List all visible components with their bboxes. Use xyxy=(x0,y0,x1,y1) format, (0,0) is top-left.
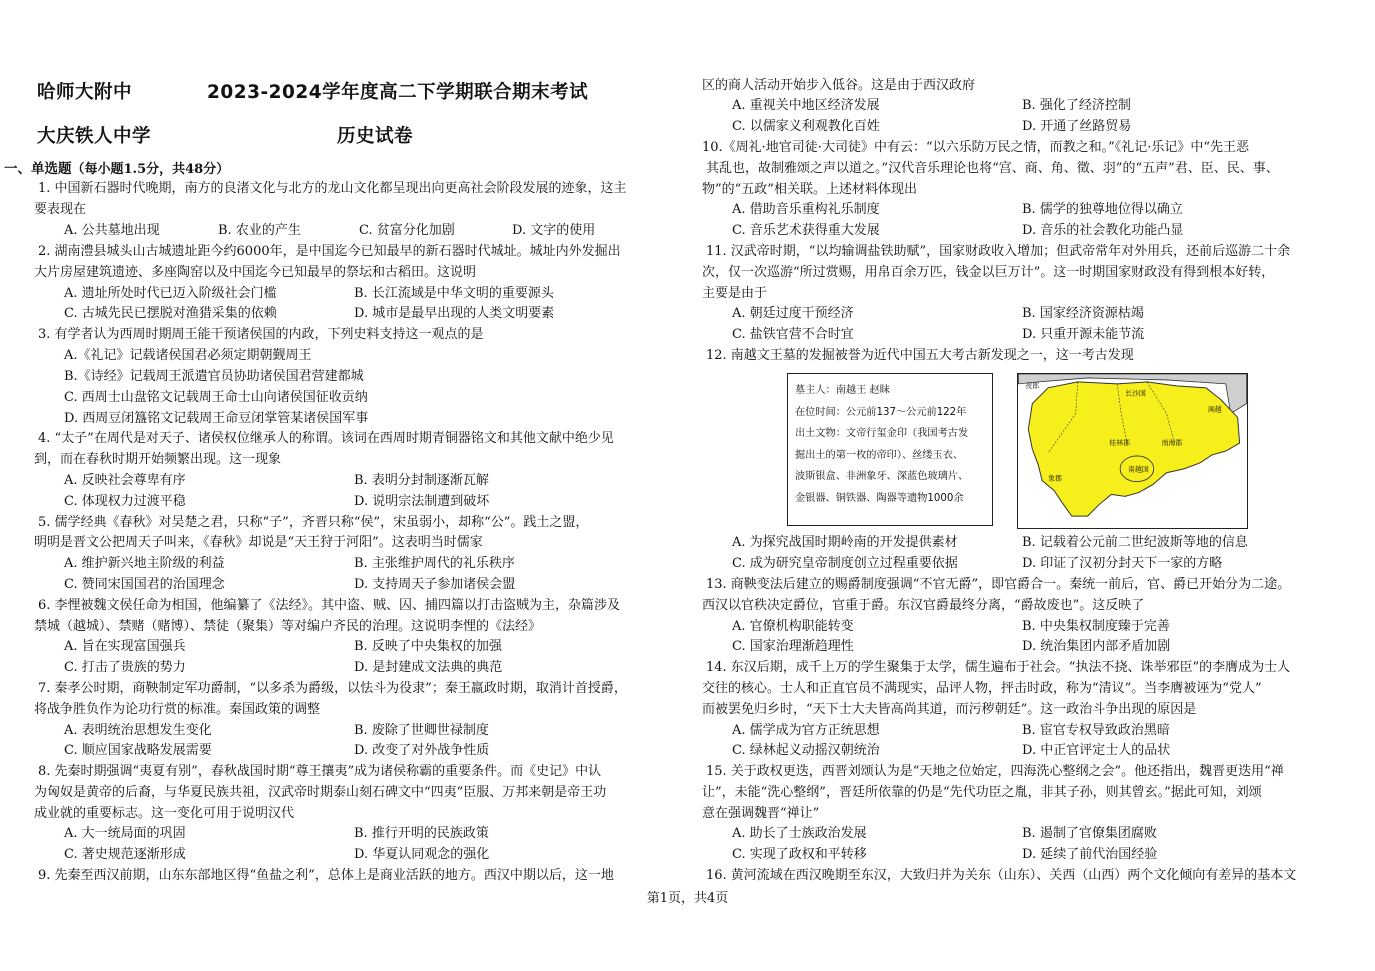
tomb-info-line: 掘出土的第一枚的帝印）、丝缕玉衣、 xyxy=(795,449,964,461)
option: A. 反映社会尊卑有序 xyxy=(64,473,186,488)
tomb-info-line: 金银器、铜铁器、陶器等遗物1000余 xyxy=(795,492,964,504)
text-line: 11. 汉武帝时期，“以均输调盐铁助赋”，国家财政收入增加；但武帝常年对外用兵，还前后巡游二十余 xyxy=(706,244,1291,259)
text-line: 13. 商鞅变法后建立的赐爵制度强调“不官无爵”，即官爵合一。秦统一前后，官、爵已开始分为二途。 xyxy=(706,577,1291,592)
option: D. 改变了对外战争性质 xyxy=(354,743,490,758)
option: D. 统治集团内部矛盾加剧 xyxy=(1022,639,1171,654)
option: B. 反映了中央集权的加强 xyxy=(354,639,502,654)
option: D. 音乐的社会教化功能凸显 xyxy=(1022,223,1184,238)
text-line: 6. 李悝被魏文侯任命为相国，他编纂了《法经》。其中盗、贼、囚、捕四篇以打击盗贼为主，杂篇涉及 xyxy=(38,598,621,613)
map-label-nanyue: 南越国 xyxy=(1128,465,1149,474)
option: A. 重视关中地区经济发展 xyxy=(732,98,880,113)
option: D. 文字的使用 xyxy=(512,223,596,238)
option: D. 说明宗法制遭到破坏 xyxy=(354,494,490,509)
text-line: 9. 先秦至西汉前期，山东东部地区得“鱼盐之利”，总体上是商业活跃的地方。西汉中期以后，这一地 xyxy=(38,868,614,883)
option: C. 体现权力过渡平稳 xyxy=(64,494,186,509)
option: C. 音乐艺术获得重大发展 xyxy=(732,223,880,238)
option: B. 长江流域是中华文明的重要源头 xyxy=(354,286,554,301)
option: B. 儒学的独尊地位得以确立 xyxy=(1022,202,1183,217)
map-label-nanhai: 南海郡 xyxy=(1161,439,1183,448)
text-line: 14. 东汉后期，成千上万的学生聚集于太学，儒生遍布于社会。“执法不挠、诛举邪臣”的李膺成为士人 xyxy=(706,660,1291,675)
option: B. 表明分封制逐渐瓦解 xyxy=(354,473,489,488)
option: C. 实现了政权和平转移 xyxy=(732,847,867,862)
text-line: 7. 秦孝公时期，商鞅制定军功爵制，“以多杀为爵级，以怯斗为役隶”；秦王嬴政时期，取消计首授爵， xyxy=(38,681,627,696)
option: A. 表明统治思想发生变化 xyxy=(64,723,212,738)
text-line: 其乱也，故制雅颂之声以道之。”汉代音乐理论也将“宫、商、角、徵、羽”的“五声”君、臣、民、事、 xyxy=(706,161,1279,176)
text-line: 15. 关于政权更迭，西晋刘颂认为是“天地之位始定，四海洗心整纲之会”。他还指出，魏晋更迭用“禅 xyxy=(706,764,1284,779)
option: D. 只重开源未能节流 xyxy=(1022,327,1145,342)
tomb-info-line: 波斯银盒、非洲象牙、深蓝色玻璃片、 xyxy=(795,471,969,482)
text-line: 12. 南越文王墓的发掘被誉为近代中国五大考古新发现之一，这一考古发现 xyxy=(706,348,1134,363)
section-heading xyxy=(4,157,229,177)
tomb-info-line: 出土文物：文帝行玺金印（我国考古发 xyxy=(795,428,969,439)
text-line: 要表现在 xyxy=(34,202,87,217)
text-line: 交往的核心。士人和正直官员不满现实，品评人物，抨击时政，称为“清议”。当李膺被诬为“党人” xyxy=(702,681,1262,696)
text-line: 而被罢免归乡时，“天下士大夫皆高尚其道，而污秽朝廷”。这一政治斗争出现的原因是 xyxy=(702,702,1197,717)
option: C. 赞同宋国国君的治国理念 xyxy=(64,577,225,592)
text-line: 16. 黄河流域在西汉晚期至东汉，大致归并为关东（山东）、关西（山西）两个文化倾向有差异的基本文 xyxy=(706,868,1297,883)
text-line: 为匈奴是黄帝的后裔，与华夏民族共祖，汉武帝时期泰山刻石碑文中“四夷”臣服、万邦来朝是帝王功 xyxy=(34,785,607,800)
option: B. 推行开明的民族政策 xyxy=(354,826,489,841)
page-footer: 第1页，共4页 xyxy=(646,891,729,906)
text-line: 2. 湖南澧县城头山古城遗址距今约6000年，是中国迄今已知最早的新石器时代城址。城址内外发掘出 xyxy=(38,244,621,259)
option: A. 朝廷过度干预经济 xyxy=(732,306,854,321)
option: A. 官僚机构职能转变 xyxy=(732,619,854,634)
text-line: 8. 先秦时期强调“夷夏有别”，春秋战国时期“尊王攘夷”成为诸侯称霸的重要条件。而《史记》中认 xyxy=(38,764,602,779)
school-name-1: 哈师大附中 xyxy=(37,82,133,103)
text-line: 到，而在春秋时期开始频繁出现。这一现象 xyxy=(34,452,282,467)
section-note: （每小题1.5分，共48分） xyxy=(71,162,230,177)
option: C. 绿林起义动摇汉朝统治 xyxy=(732,743,880,758)
option: B. 宦官专权导致政治黑暗 xyxy=(1022,723,1170,738)
nanyue-map xyxy=(1017,373,1248,529)
option: B. 国家经济资源枯竭 xyxy=(1022,306,1144,321)
option: D. 开通了丝路贸易 xyxy=(1022,119,1132,134)
text-line: 次，仅一次巡游“所过赏赐，用帛百余万匹，钱金以巨万计”。这一时期国家财政没有得到根本好转， xyxy=(702,265,1275,280)
option: A. 公共墓地出现 xyxy=(64,223,160,238)
text-line: 西汉以官秩决定爵位，官重于爵。东汉官爵最终分离，“爵故废也”。这反映了 xyxy=(702,598,1145,613)
text-line: 成业就的重要标志。这一变化可用于说明汉代 xyxy=(34,806,295,821)
option: A. 旨在实现富国强兵 xyxy=(64,639,186,654)
subject-title: 历史试卷 xyxy=(337,126,414,147)
option: A. 遗址所处时代已迈入阶级社会门槛 xyxy=(64,286,277,301)
option: B. 农业的产生 xyxy=(218,223,301,238)
option: C. 以儒家义利观教化百姓 xyxy=(732,119,880,134)
option: C. 成为研究皇帝制度创立过程重要依据 xyxy=(732,556,958,571)
tomb-info-line: 墓主人：南越王 赵眜 xyxy=(795,385,890,396)
text-line: 禁城（越城）、禁赌（赌博）、禁徒（聚集）等对编户齐民的治理。这说明李悝的《法经》 xyxy=(34,619,542,634)
text-line: 区的商人活动开始步入低谷。这是由于西汉政府 xyxy=(702,78,976,93)
map-label-changsha: 长沙国 xyxy=(1125,389,1146,398)
map-label-guilin: 桂林郡 xyxy=(1109,439,1131,448)
text-line: 将战争胜负作为论功行赏的标准。秦国政策的调整 xyxy=(34,702,321,717)
option: D. 城市是最早出现的人类文明要素 xyxy=(354,306,555,321)
option: C. 国家治理渐趋理性 xyxy=(732,639,854,654)
option: D. 华夏认同观念的强化 xyxy=(354,847,490,862)
option: B. 主张维护周代的礼乐秩序 xyxy=(354,556,515,571)
option: C. 西周士山盘铭文记载周王命士山向诸侯国征收贡纳 xyxy=(64,390,368,405)
option: D. 是封建成文法典的典范 xyxy=(354,660,503,675)
map-label-yelang: 夜郎 xyxy=(1025,381,1040,390)
option: C. 盐铁官营不合时宜 xyxy=(732,327,854,342)
exam-title: 2023-2024学年度高二下学期联合期末考试 xyxy=(207,82,589,103)
option: A. 儒学成为官方正统思想 xyxy=(732,723,880,738)
option: B. 记载着公元前二世纪波斯等地的信息 xyxy=(1022,535,1248,550)
option: A. 为探究战国时期岭南的开发提供素材 xyxy=(732,535,958,550)
option: A. 借助音乐重构礼乐制度 xyxy=(732,202,880,217)
option: C. 古城先民已摆脱对渔猎采集的依赖 xyxy=(64,306,277,321)
option: D. 西周豆闭簋铭文记载周王命豆闭掌管某诸侯国军事 xyxy=(64,411,369,426)
text-line: 意在强调魏晋“禅让” xyxy=(702,806,820,821)
text-line: 明明是晋文公把周天子叫来，《春秋》却说是“天王狩于河阳”。这表明当时儒家 xyxy=(34,535,483,550)
option: B.《诗经》记载周王派遣官员协助诸侯国君营建都城 xyxy=(64,369,364,384)
tomb-info-line: 在位时间：公元前137～公元前122年 xyxy=(795,406,967,418)
section-title: 一、单选题 xyxy=(4,161,72,177)
text-line: 10.《周礼·地官司徒·大司徒》中有云：“以六乐防万民之情，而教之和。”《礼记·乐记》中“先王恶 xyxy=(702,140,1250,155)
map-label-xiang: 象郡 xyxy=(1048,474,1062,483)
text-line: 4. “太子”在周代是对天子、诸侯权位继承人的称谓。该词在西周时期青铜器铭文和其他文献中绝少见 xyxy=(38,431,614,446)
option: C. 顺应国家战略发展需要 xyxy=(64,743,212,758)
option: A.《礼记》记载诸侯国君必须定期朝觐周王 xyxy=(64,348,312,363)
map-image xyxy=(1018,374,1247,528)
map-label-minyue: 闽越 xyxy=(1208,405,1222,414)
tomb-info-box xyxy=(787,373,993,526)
option: B. 遏制了官僚集团腐败 xyxy=(1022,826,1157,841)
option: A. 维护新兴地主阶级的利益 xyxy=(64,556,225,571)
text-line: 5. 儒学经典《春秋》对吴楚之君，只称“子”，齐晋只称“侯”，宋虽弱小，却称“公”。践土之盟， xyxy=(38,515,589,530)
text-line: 大片房屋建筑遗迹、多座陶窑以及中国迄今已知最早的祭坛和古稻田。这说明 xyxy=(34,265,477,280)
text-line: 1. 中国新石器时代晚期，南方的良渚文化与北方的龙山文化都呈现出向更高社会阶段发展的迹象，这主 xyxy=(38,181,627,196)
option: A. 助长了士族政治发展 xyxy=(732,826,867,841)
text-line: 主要是由于 xyxy=(702,286,768,301)
option: D. 延续了前代治国经验 xyxy=(1022,847,1158,862)
option: B. 废除了世卿世禄制度 xyxy=(354,723,489,738)
school-name-2: 大庆铁人中学 xyxy=(37,126,152,147)
option: A. 大一统局面的巩固 xyxy=(64,826,186,841)
option: C. 著史规范逐渐形成 xyxy=(64,847,186,862)
option: C. 打击了贵族的势力 xyxy=(64,660,186,675)
text-line: 3. 有学者认为西周时期周王能干预诸侯国的内政，下列史料支持这一观点的是 xyxy=(38,327,484,342)
option: B. 中央集权制度臻于完善 xyxy=(1022,619,1170,634)
option: C. 贫富分化加剧 xyxy=(359,223,455,238)
option: D. 中正官评定士人的品状 xyxy=(1022,743,1171,758)
option: D. 印证了汉初分封天下一家的方略 xyxy=(1022,556,1223,571)
option: D. 支持周天子参加诸侯会盟 xyxy=(354,577,516,592)
option: B. 强化了经济控制 xyxy=(1022,98,1131,113)
text-line: 物”的“五政”相关联。上述材料体现出 xyxy=(702,182,917,197)
text-line: 让”，未能“洗心整纲”，晋廷所依靠的仍是“先代功臣之胤，非其子孙，则其曾玄。”据此可知，刘颂 xyxy=(702,785,1262,800)
